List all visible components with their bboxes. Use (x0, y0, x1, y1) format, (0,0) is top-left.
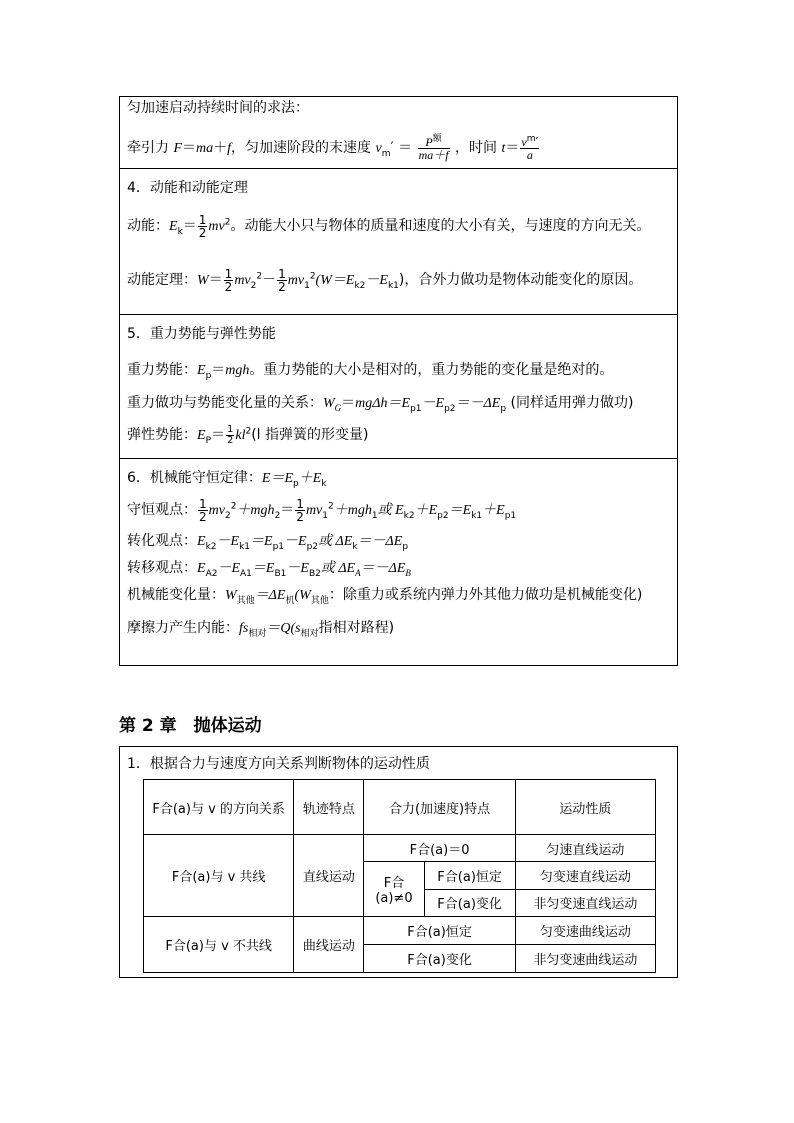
fraction-time: $\frac{v^m'}{a}$ (521, 133, 539, 162)
fraction-half: $\frac{1}{2}$ (278, 266, 286, 294)
table-row (144, 916, 656, 944)
conversion-view-line: 转化观点：$E_{k2}-E_{k1}=E_{p1}-E_{p2}$或 $\Delta E_k=-\Delta E_p$ (127, 533, 409, 552)
table-cell: F合(a)与 v 共线 (144, 835, 294, 916)
table-cell: F合(a)变化 (424, 889, 515, 916)
table-cell: 匀速直线运动 (515, 835, 655, 862)
section-title: 1．根据合力与速度方向关系判断物体的运动性质 (127, 756, 430, 772)
kinetic-energy-line: 动能：$E_k=$ $\frac{1}{2}$ $mv^2$。动能大小只与物体的质量和速度的大小有关，与速度的方向无关。 (127, 212, 651, 240)
motion-nature-box (119, 746, 678, 978)
fraction-half: $\frac{1}{2}$ (199, 496, 207, 524)
traction-formula-line: 牵引力 F＝ma＋f，匀加速阶段的末速度 $v_m'$ ＝ $\frac{P^额}{ma+f}$ ，时间 t＝ $\frac{v^m'}{a}$ (127, 133, 539, 162)
header-cell: 合力(加速度)特点 (364, 780, 515, 835)
transfer-view-line: 转移观点：$E_{A2}-E_{A1}=E_{B1}-E_{B2}$或 $\Delta E_A=-\Delta E_B$ (127, 560, 411, 579)
section-uniform-acceleration-duration (120, 97, 677, 168)
conservation-view-line: 守恒观点： $\frac{1}{2}$ $mv_2^2+mgh_2=$ $\frac{1}{2}$ $mv_1^2+mgh_1$或 $E_{k2}+E_{p2}=E_{k1}+E_{p1}$ (127, 496, 517, 524)
fraction-half: $\frac{1}{2}$ (224, 266, 233, 294)
fraction-end-velocity: $\frac{P^额}{ma+f}$ (418, 133, 449, 162)
elastic-pe-line: 弹性势能：$E_P=$ $\frac{1}{2}$ $kl^2(l$ 指弹簧的形变量) (127, 423, 369, 446)
kinetic-energy-theorem-line: 动能定理：W＝ $\frac{1}{2}$ $mv_2^2-$ $\frac{1}{2}$ $mv_1^2(W=E_{k2}-E_{k1})$，合外力做功是物体动能变化的原因。 (127, 266, 643, 294)
table-cell: 匀变速曲线运动 (515, 916, 655, 944)
fraction-half: $\frac{1}{2}$ (227, 423, 234, 446)
gravitational-pe-line: 重力势能：$E_p=mgh$。重力势能的大小是相对的，重力势能的变化量是绝对的。 (127, 362, 614, 381)
table-cell: 非匀变速直线运动 (515, 889, 655, 916)
table-cell: 匀变速直线运动 (515, 862, 655, 889)
table-row (144, 780, 656, 835)
mechanical-energy-change-line: 机械能变化量：$W_{其他}=\Delta E_机(W_{其他}$：除重力或系统内弹力外其他力做功是机械能变化) (127, 587, 643, 606)
table-cell: F合(a)与 v 不共线 (144, 916, 294, 972)
section-energy-conservation (120, 458, 677, 665)
table-cell: F合(a)变化 (364, 944, 515, 972)
section-title: 5．重力势能与弹性势能 (127, 326, 276, 342)
section-title: 4．动能和动能定理 (127, 180, 248, 196)
formula-box (119, 96, 678, 666)
header-cell: 运动性质 (515, 780, 655, 835)
friction-internal-energy-line: 摩擦力产生内能：$fs_{相对}=Q(s_{相对}$指相对路程) (127, 620, 395, 639)
table-cell: 曲线运动 (294, 916, 364, 972)
table-row (144, 835, 656, 862)
table-cell: F合(a)＝0 (364, 835, 515, 862)
header-cell: 轨迹特点 (294, 780, 364, 835)
motion-nature-table (143, 779, 656, 973)
title-line: 匀加速启动持续时间的求法： (127, 100, 309, 116)
table-cell: 直线运动 (294, 835, 364, 916)
table-cell: 非匀变速曲线运动 (515, 944, 655, 972)
fraction-half: $\frac{1}{2}$ (198, 212, 207, 240)
section-kinetic-energy (120, 168, 677, 314)
fraction-half: $\frac{1}{2}$ (296, 496, 304, 524)
table-cell: F合(a)恒定 (364, 916, 515, 944)
chapter-heading: 第 2 章 抛体运动 (119, 716, 262, 736)
table-cell: F合(a)恒定 (424, 862, 515, 889)
table-cell: F合(a)≠0 (364, 862, 424, 916)
header-cell: F合(a)与 v 的方向关系 (144, 780, 294, 835)
work-pe-relation-line: 重力做功与势能变化量的关系：$W_G=mg\Delta h=E_{p1}-E_{p2}=-\Delta E_p$ (同样适用弹力做功) (127, 395, 634, 414)
section-title: 6．机械能守恒定律：$E=E_p+E_k$ (127, 470, 327, 489)
section-potential-energy (120, 314, 677, 458)
